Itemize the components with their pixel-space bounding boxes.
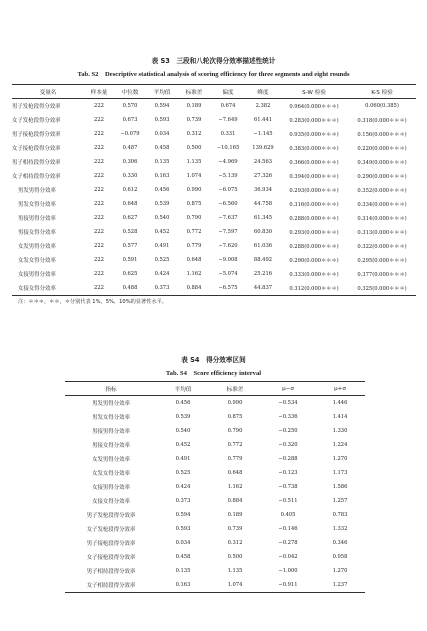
table-row bbox=[65, 410, 365, 424]
value-cell: −0.278 bbox=[278, 540, 298, 546]
column-header: 标准差 bbox=[209, 382, 261, 396]
value-cell: 0.964(0.000＊＊＊) bbox=[289, 103, 339, 110]
value-cell: 60.830 bbox=[253, 229, 273, 235]
table-row bbox=[65, 508, 365, 522]
value-cell: 0.306 bbox=[122, 159, 138, 165]
value-cell: 0.405 bbox=[280, 512, 296, 518]
value-cell: 0.373 bbox=[175, 498, 191, 504]
table-row bbox=[12, 225, 416, 239]
table-row bbox=[12, 211, 416, 225]
value-cell: 0.220(0.000＊＊＊) bbox=[357, 145, 407, 152]
value-cell: 2.382 bbox=[255, 103, 271, 109]
table-row bbox=[12, 169, 416, 183]
table-s4-header-row bbox=[65, 382, 365, 396]
table-s3-header-row bbox=[12, 85, 416, 99]
value-cell: 222 bbox=[94, 145, 104, 151]
value-cell: 0.189 bbox=[227, 512, 243, 518]
value-cell: 0.648 bbox=[227, 470, 243, 476]
row-label-cell: 男子接枪段得分效率 bbox=[12, 132, 61, 138]
value-cell: 0.739 bbox=[227, 526, 243, 532]
value-cell: 0.312 bbox=[227, 540, 243, 546]
table-s4-title-en: Tab. S4 Score efficiency interval bbox=[165, 370, 262, 377]
value-cell: 0.772 bbox=[227, 442, 243, 448]
row-label-cell: 男发女得分效率 bbox=[18, 202, 56, 208]
value-cell: 0.648 bbox=[186, 257, 202, 263]
column-header: 指标 bbox=[65, 382, 157, 396]
value-cell: −6.575 bbox=[210, 281, 246, 296]
value-cell: 0.779 bbox=[227, 456, 243, 462]
value-cell: 0.458 bbox=[175, 554, 191, 560]
value-cell: −0.911 bbox=[261, 578, 315, 593]
table-row bbox=[65, 522, 365, 536]
value-cell: 0.312(0.000＊＊＊) bbox=[280, 281, 348, 296]
value-cell: 1.257 bbox=[332, 498, 348, 504]
column-header: 样本量 bbox=[84, 85, 114, 99]
row-label-cell: 男接女得分效率 bbox=[18, 230, 56, 236]
row-label-cell: 男发男得分效率 bbox=[18, 188, 56, 194]
row-label-cell: 女接女得分效率 bbox=[12, 281, 84, 296]
value-cell: 222 bbox=[94, 103, 104, 109]
value-cell: 0.884 bbox=[178, 281, 210, 296]
value-cell: 0.674 bbox=[220, 103, 236, 109]
table-row bbox=[12, 267, 416, 281]
value-cell: −0.042 bbox=[278, 554, 298, 560]
value-cell: 0.540 bbox=[154, 215, 170, 221]
value-cell: 1.162 bbox=[186, 271, 202, 277]
value-cell: 0.312 bbox=[186, 131, 202, 137]
value-cell: −5.139 bbox=[218, 173, 238, 179]
row-label-cell: 男子相持段得分效率 bbox=[86, 569, 136, 575]
value-cell: 1.074 bbox=[186, 173, 202, 179]
table-row bbox=[12, 183, 416, 197]
value-cell: 0.290(0.000＊＊＊) bbox=[357, 173, 407, 180]
value-cell: 1.162 bbox=[227, 484, 243, 490]
value-cell: 1.414 bbox=[332, 414, 348, 420]
column-header: S-W 检验 bbox=[280, 85, 348, 99]
value-cell: −1.000 bbox=[278, 568, 298, 574]
value-cell: 1.135 bbox=[227, 568, 243, 574]
value-cell: 0.383(0.000＊＊＊) bbox=[289, 145, 339, 152]
value-cell: 0.163 bbox=[154, 173, 170, 179]
value-cell: 222 bbox=[94, 117, 104, 123]
value-cell: 0.456 bbox=[154, 187, 170, 193]
value-cell: 0.790 bbox=[186, 215, 202, 221]
value-cell: 0.525 bbox=[175, 470, 191, 476]
value-cell: 27.326 bbox=[253, 173, 273, 179]
value-cell: 0.334(0.000＊＊＊) bbox=[357, 201, 407, 208]
value-cell: −7.649 bbox=[218, 117, 238, 123]
value-cell: 0.783 bbox=[332, 512, 348, 518]
value-cell: 0.673 bbox=[122, 117, 138, 123]
value-cell: −5.074 bbox=[218, 271, 238, 277]
value-cell: 1.586 bbox=[332, 484, 348, 490]
value-cell: 25.216 bbox=[253, 271, 273, 277]
value-cell: 0.316(0.000＊＊＊) bbox=[289, 201, 339, 208]
value-cell: 0.593 bbox=[154, 117, 170, 123]
column-header: 变量名 bbox=[12, 85, 84, 99]
value-cell: 1.446 bbox=[332, 400, 348, 406]
value-cell: 0.034 bbox=[175, 540, 191, 546]
row-label-cell: 女子发枪段得分效率 bbox=[86, 527, 136, 533]
row-label-cell: 男子相持段得分效率 bbox=[12, 160, 61, 166]
value-cell: 222 bbox=[94, 271, 104, 277]
value-cell: 0.594 bbox=[175, 512, 191, 518]
value-cell: 222 bbox=[94, 187, 104, 193]
value-cell: −7.637 bbox=[218, 215, 238, 221]
row-label-cell: 男接女得分效率 bbox=[92, 443, 130, 449]
table-row bbox=[12, 197, 416, 211]
table-s4-title-cn: 表 S4 得分效率区间 bbox=[181, 356, 246, 364]
value-cell: 0.488 bbox=[114, 281, 146, 296]
value-cell: 0.163 bbox=[157, 578, 209, 593]
value-cell: −0.146 bbox=[278, 526, 298, 532]
value-cell: −7.597 bbox=[218, 229, 238, 235]
value-cell: −0.288 bbox=[278, 456, 298, 462]
value-cell: 1.135 bbox=[186, 159, 202, 165]
table-s3-note: 注：＊＊＊，＊＊，＊分别代表 1%，5%，10%的显著性水平。 bbox=[18, 299, 167, 305]
column-header: 平均值 bbox=[157, 382, 209, 396]
value-cell: 0.452 bbox=[154, 229, 170, 235]
row-label-cell: 男接男得分效率 bbox=[18, 216, 56, 222]
row-label-cell: 男子接枪段得分效率 bbox=[86, 541, 136, 547]
row-label-cell: 女子发枪段得分效率 bbox=[12, 118, 61, 124]
value-cell: 0.594 bbox=[154, 103, 170, 109]
table-s3-title-en: Tab. S2 Descriptive statistical analysis of scoring efficiency for three segments and eight rounds bbox=[77, 71, 350, 78]
value-cell: 0.875 bbox=[227, 414, 243, 420]
value-cell: 0.352(0.000＊＊＊) bbox=[357, 187, 407, 194]
value-cell: 0.424 bbox=[154, 271, 170, 277]
row-label-cell: 女接女得分效率 bbox=[92, 499, 130, 505]
value-cell: 0.539 bbox=[154, 201, 170, 207]
value-cell: 0.325(0.000＊＊＊) bbox=[348, 281, 416, 296]
column-header: 峰度 bbox=[246, 85, 280, 99]
value-cell: 36.934 bbox=[253, 187, 273, 193]
column-header: μ+σ bbox=[315, 382, 365, 396]
value-cell: 0.779 bbox=[186, 243, 202, 249]
value-cell: 0.456 bbox=[175, 400, 191, 406]
table-row bbox=[12, 141, 416, 155]
value-cell: 0.525 bbox=[154, 257, 170, 263]
table-row bbox=[65, 550, 365, 564]
table-row bbox=[65, 480, 365, 494]
value-cell: 0.189 bbox=[186, 103, 202, 109]
row-label-cell: 男子发枪段得分效率 bbox=[86, 513, 136, 519]
value-cell: 0.739 bbox=[186, 117, 202, 123]
row-label-cell: 女接男得分效率 bbox=[18, 272, 56, 278]
value-cell: 0.875 bbox=[186, 201, 202, 207]
value-cell: 222 bbox=[94, 201, 104, 207]
row-label-cell: 女发女得分效率 bbox=[92, 471, 130, 477]
row-label-cell: 女子相持段得分效率 bbox=[65, 578, 157, 593]
value-cell: 0.958 bbox=[332, 554, 348, 560]
value-cell: 61.036 bbox=[253, 243, 273, 249]
column-header: μ−σ bbox=[261, 382, 315, 396]
value-cell: 0.491 bbox=[175, 456, 191, 462]
value-cell: 1.173 bbox=[332, 470, 348, 476]
column-header: K-S 检验 bbox=[348, 85, 416, 99]
row-label-cell: 女子相持段得分效率 bbox=[12, 174, 61, 180]
table-row bbox=[65, 536, 365, 550]
value-cell: −0.336 bbox=[278, 414, 298, 420]
value-cell: 0.135 bbox=[175, 568, 191, 574]
value-cell: 0.540 bbox=[175, 428, 191, 434]
value-cell: −6.075 bbox=[218, 187, 238, 193]
table-row bbox=[65, 452, 365, 466]
value-cell: 0.333(0.000＊＊＊) bbox=[289, 271, 339, 278]
value-cell: 0.458 bbox=[154, 145, 170, 151]
table-row bbox=[12, 239, 416, 253]
value-cell: −10.165 bbox=[216, 145, 240, 151]
table-row bbox=[65, 438, 365, 452]
column-header: 偏度 bbox=[210, 85, 246, 99]
row-label-cell: 女子接枪段得分效率 bbox=[12, 146, 61, 152]
column-header: 平均值 bbox=[146, 85, 178, 99]
row-label-cell: 男子发枪段得分效率 bbox=[12, 104, 61, 110]
table-row bbox=[12, 155, 416, 169]
table-row bbox=[12, 113, 416, 127]
value-cell: 0.539 bbox=[175, 414, 191, 420]
value-cell: −0.079 bbox=[120, 131, 140, 137]
value-cell: 0.625 bbox=[122, 271, 138, 277]
value-cell: 44.837 bbox=[246, 281, 280, 296]
value-cell: 1.270 bbox=[332, 456, 348, 462]
value-cell: 0.366(0.000＊＊＊) bbox=[289, 159, 339, 166]
value-cell: 0.283(0.000＊＊＊) bbox=[289, 117, 339, 124]
value-cell: 0.884 bbox=[227, 498, 243, 504]
value-cell: 1.237 bbox=[315, 578, 365, 593]
value-cell: 0.500 bbox=[186, 145, 202, 151]
value-cell: −0.250 bbox=[278, 428, 298, 434]
value-cell: 0.577 bbox=[122, 243, 138, 249]
table-row bbox=[65, 564, 365, 578]
value-cell: 0.487 bbox=[122, 145, 138, 151]
value-cell: 0.295(0.000＊＊＊) bbox=[357, 257, 407, 264]
value-cell: 222 bbox=[94, 229, 104, 235]
row-label-cell: 男发女得分效率 bbox=[92, 415, 130, 421]
table-row bbox=[65, 466, 365, 480]
table-row bbox=[12, 99, 416, 114]
column-header: 标准差 bbox=[178, 85, 210, 99]
row-label-cell: 男接男得分效率 bbox=[92, 429, 130, 435]
value-cell: 222 bbox=[94, 215, 104, 221]
table-s3 bbox=[12, 84, 416, 296]
value-cell: −7.620 bbox=[218, 243, 238, 249]
value-cell: 44.758 bbox=[253, 201, 273, 207]
column-header: 中位数 bbox=[114, 85, 146, 99]
value-cell: 222 bbox=[94, 131, 104, 137]
value-cell: 0.612 bbox=[122, 187, 138, 193]
value-cell: −9.008 bbox=[218, 257, 238, 263]
table-row bbox=[12, 127, 416, 141]
value-cell: 0.570 bbox=[122, 103, 138, 109]
value-cell: 0.990 bbox=[186, 187, 202, 193]
value-cell: 222 bbox=[94, 173, 104, 179]
table-s4 bbox=[65, 381, 365, 593]
value-cell: −6.560 bbox=[218, 201, 238, 207]
value-cell: −0.534 bbox=[278, 400, 298, 406]
value-cell: 0.290(0.000＊＊＊) bbox=[289, 257, 339, 264]
row-label-cell: 女子接枪段得分效率 bbox=[86, 555, 136, 561]
value-cell: 1.224 bbox=[332, 442, 348, 448]
value-cell: −1.145 bbox=[253, 131, 273, 137]
value-cell: 0.935(0.000＊＊＊) bbox=[289, 131, 339, 138]
table-s3-title-cn: 表 S3 三段和八轮次得分效率描述性统计 bbox=[151, 57, 276, 65]
value-cell: 0.373 bbox=[146, 281, 178, 296]
value-cell: 0.491 bbox=[154, 243, 170, 249]
value-cell: 0.288(0.000＊＊＊) bbox=[289, 243, 339, 250]
value-cell: 1.074 bbox=[209, 578, 261, 593]
value-cell: 0.330 bbox=[122, 173, 138, 179]
table-row bbox=[65, 396, 365, 411]
value-cell: 0.293(0.000＊＊＊) bbox=[289, 187, 339, 194]
value-cell: 0.627 bbox=[122, 215, 138, 221]
value-cell: 0.318(0.000＊＊＊) bbox=[357, 117, 407, 124]
row-label-cell: 女发男得分效率 bbox=[18, 244, 56, 250]
value-cell: 0.500 bbox=[227, 554, 243, 560]
table-row bbox=[65, 494, 365, 508]
table-row bbox=[65, 578, 365, 593]
row-label-cell: 女发男得分效率 bbox=[92, 457, 130, 463]
value-cell: 0.452 bbox=[175, 442, 191, 448]
value-cell: 222 bbox=[94, 159, 104, 165]
value-cell: 222 bbox=[94, 243, 104, 249]
row-label-cell: 女接男得分效率 bbox=[92, 485, 130, 491]
value-cell: 0.528 bbox=[122, 229, 138, 235]
value-cell: 0.648 bbox=[122, 201, 138, 207]
row-label-cell: 男发男得分效率 bbox=[92, 401, 130, 407]
value-cell: 0.322(0.000＊＊＊) bbox=[357, 243, 407, 250]
table-row bbox=[65, 424, 365, 438]
value-cell: 0.034 bbox=[154, 131, 170, 137]
value-cell: 61.441 bbox=[253, 117, 273, 123]
value-cell: 0.156(0.000＊＊＊) bbox=[357, 131, 407, 138]
value-cell: 0.790 bbox=[227, 428, 243, 434]
value-cell: 88.492 bbox=[253, 257, 273, 263]
value-cell: 222 bbox=[94, 257, 104, 263]
value-cell: 0.349(0.000＊＊＊) bbox=[357, 159, 407, 166]
value-cell: 1.332 bbox=[332, 526, 348, 532]
value-cell: 0.772 bbox=[186, 229, 202, 235]
value-cell: 0.377(0.000＊＊＊) bbox=[357, 271, 407, 278]
value-cell: −0.123 bbox=[278, 470, 298, 476]
value-cell: −4.969 bbox=[218, 159, 238, 165]
value-cell: 0.293(0.000＊＊＊) bbox=[289, 229, 339, 236]
value-cell: 0.593 bbox=[175, 526, 191, 532]
value-cell: 0.313(0.000＊＊＊) bbox=[357, 229, 407, 236]
value-cell: 24.563 bbox=[253, 159, 273, 165]
table-row bbox=[12, 281, 416, 296]
value-cell: 0.288(0.000＊＊＊) bbox=[289, 215, 339, 222]
value-cell: 0.331 bbox=[220, 131, 236, 137]
value-cell: 1.330 bbox=[332, 428, 348, 434]
value-cell: 0.346 bbox=[332, 540, 348, 546]
value-cell: 0.314(0.000＊＊＊) bbox=[357, 215, 407, 222]
value-cell: −0.738 bbox=[278, 484, 298, 490]
value-cell: 222 bbox=[84, 281, 114, 296]
value-cell: 0.135 bbox=[154, 159, 170, 165]
table-row bbox=[12, 253, 416, 267]
value-cell: 0.394(0.000＊＊＊) bbox=[289, 173, 339, 180]
value-cell: 1.270 bbox=[332, 568, 348, 574]
value-cell: −0.320 bbox=[278, 442, 298, 448]
value-cell: 0.424 bbox=[175, 484, 191, 490]
value-cell: 0.990 bbox=[227, 400, 243, 406]
value-cell: −0.511 bbox=[278, 498, 298, 504]
value-cell: 0.591 bbox=[122, 257, 138, 263]
value-cell: 0.060(0.385) bbox=[365, 103, 399, 109]
value-cell: 139.629 bbox=[252, 145, 274, 151]
value-cell: 61.345 bbox=[253, 215, 273, 221]
row-label-cell: 女发女得分效率 bbox=[18, 258, 56, 264]
